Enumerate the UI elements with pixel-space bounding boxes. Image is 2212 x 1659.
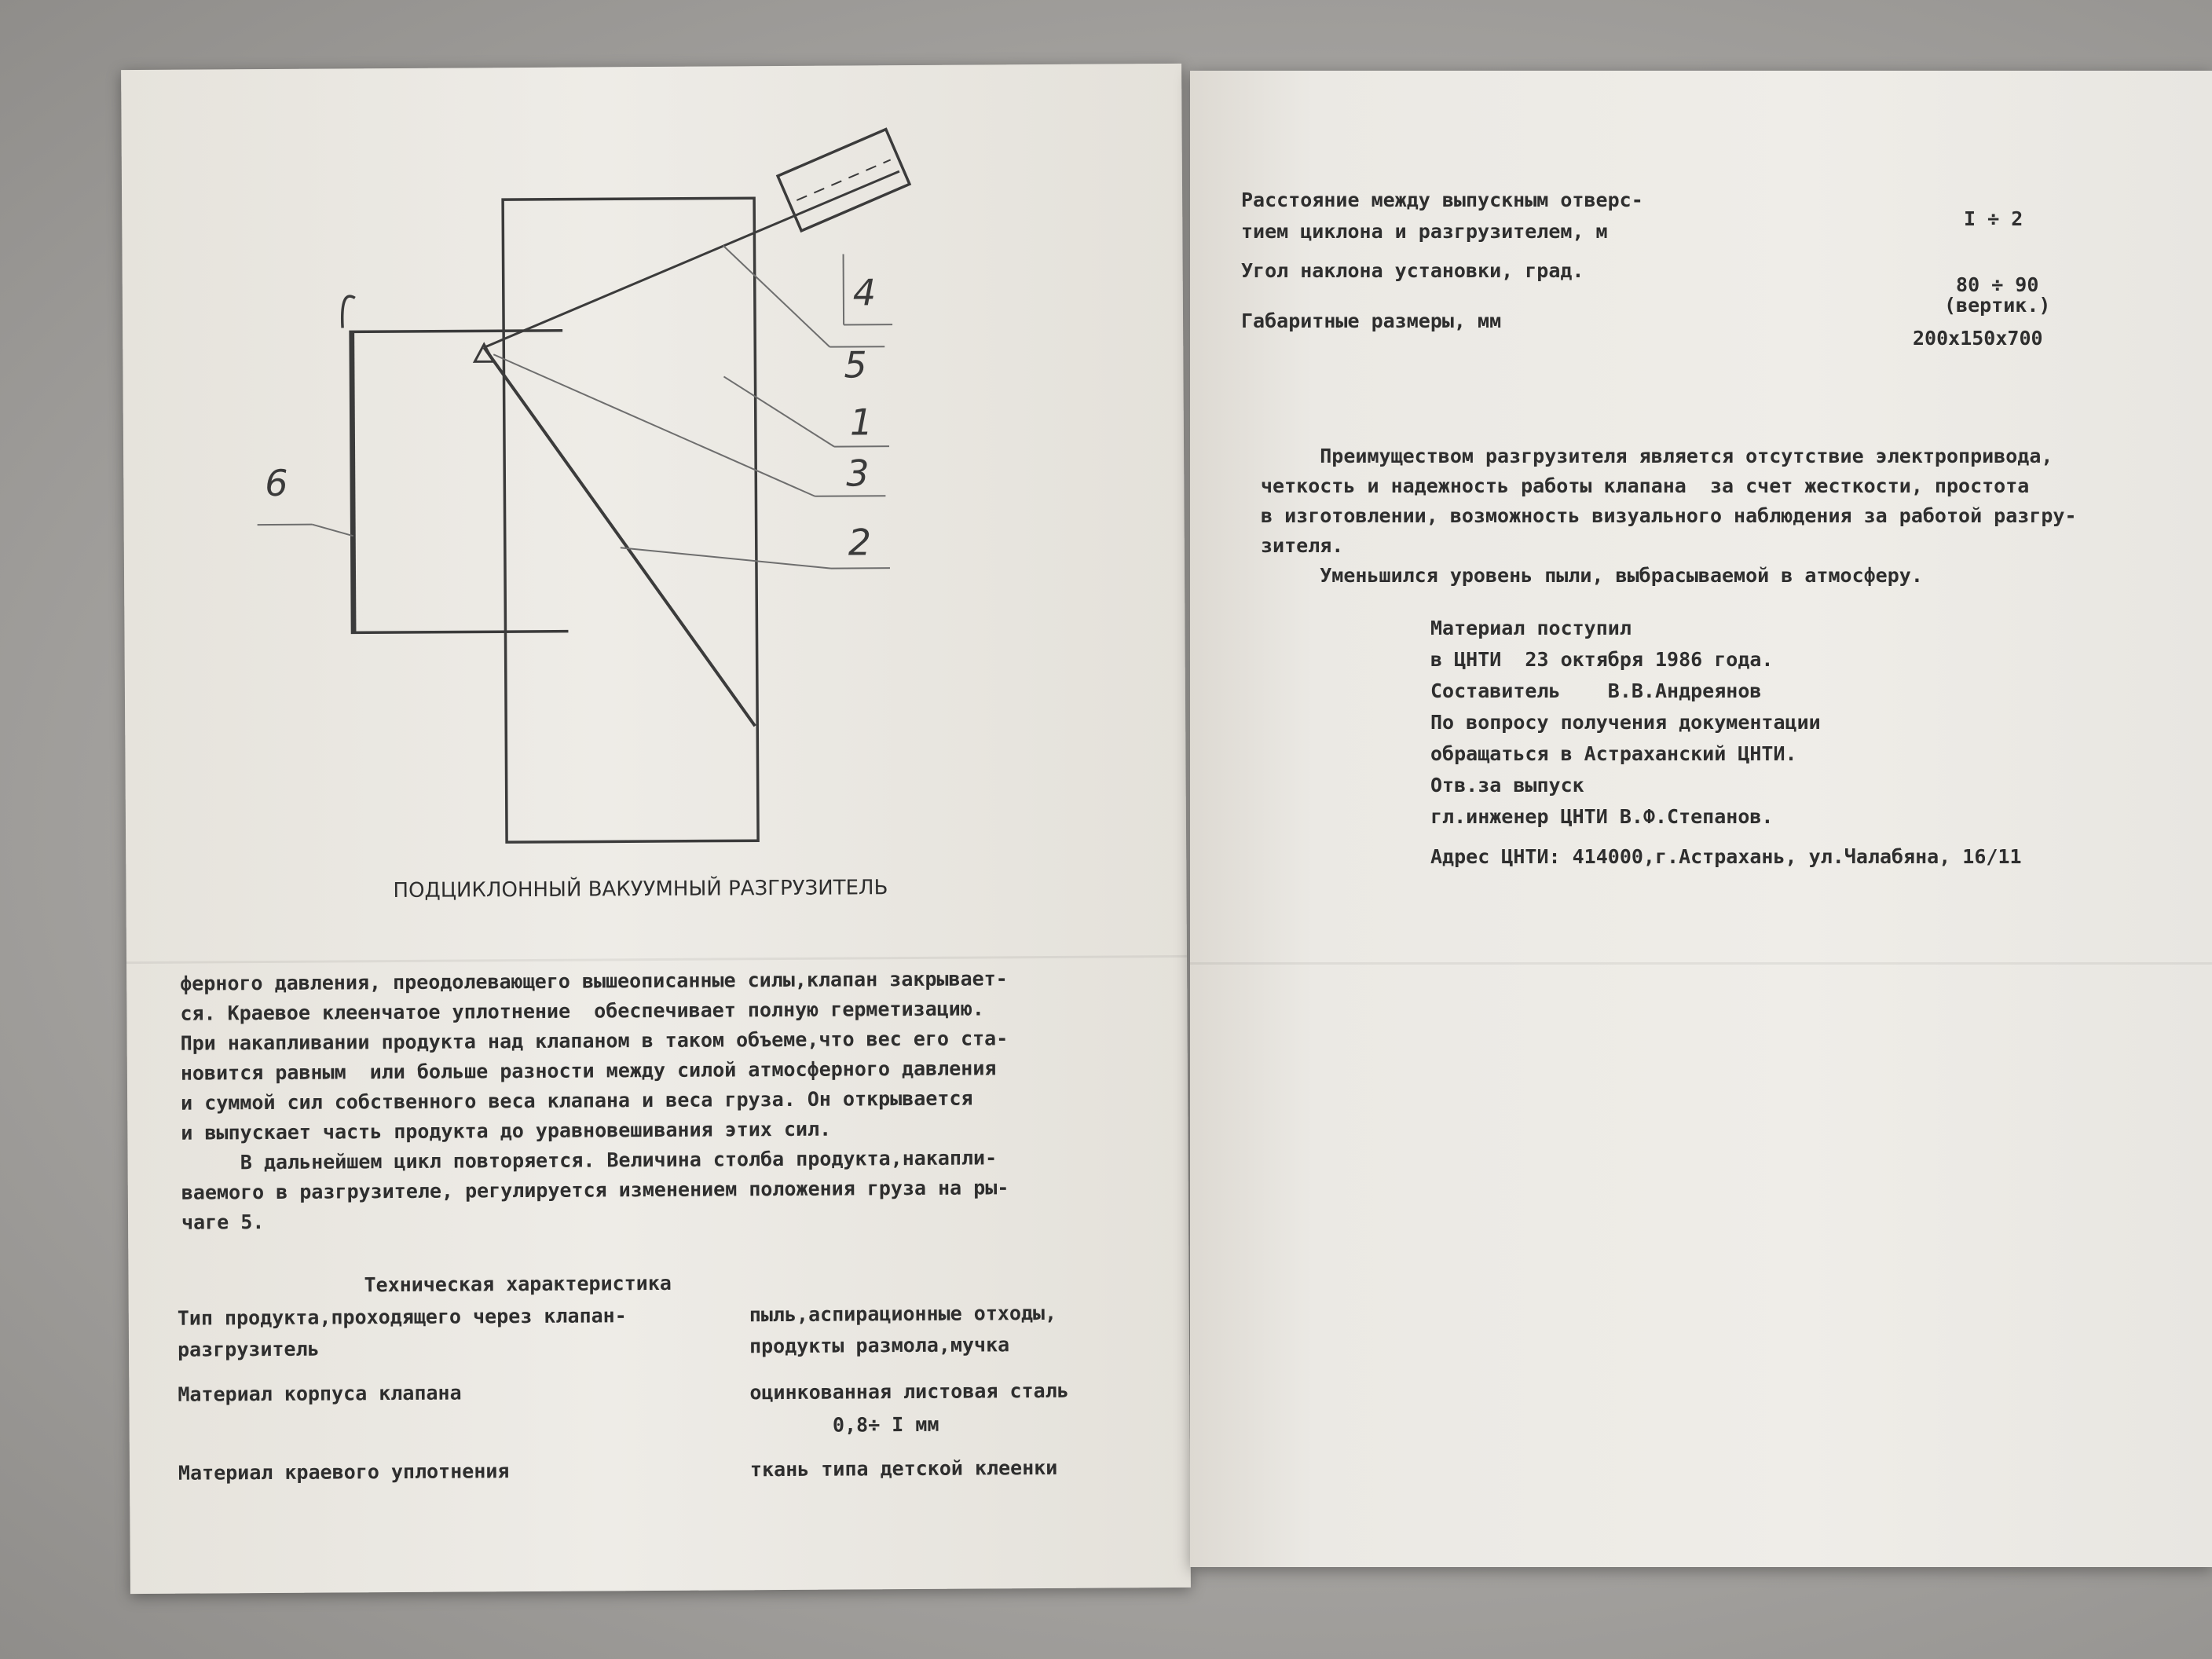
paragraph-line: В дальнейшем цикл повторяется. Величина столба продукта,накапли- — [181, 1146, 998, 1174]
param-name: Угол наклона установки, град. — [1241, 259, 1584, 282]
diagram-caption: ПОДЦИКЛОННЫЙ ВАКУУМНЫЙ РАЗГРУЗИТЕЛЬ — [393, 876, 888, 903]
paragraph-line: чаге 5. — [181, 1210, 265, 1234]
side-wall — [352, 331, 353, 632]
spec-title: Техническая характеристика — [364, 1271, 672, 1297]
spec-row-value: пыль,аспирационные отходы, продукты размола,мучка — [749, 1301, 1057, 1358]
advantages-paragraph — [1261, 441, 2077, 591]
publication-info — [1430, 613, 2022, 872]
paragraph-line: и суммой сил собственного веса клапана и веса груза. Он открывается — [181, 1086, 973, 1115]
paragraph-line: ся. Краевое клеенчатое уплотнение обеспечивает полную герметизацию. — [180, 997, 984, 1025]
param-value: 80 ÷ 90 (вертик.) — [1944, 273, 2051, 317]
side-chamber — [350, 331, 568, 633]
valve-plate — [484, 346, 755, 727]
leader-5 — [723, 245, 830, 348]
leader-1 — [723, 376, 834, 448]
advantage-line: в изготовлении, возможность визуального наблюдения за работой разгру- — [1261, 504, 2077, 527]
paper-fold — [1190, 962, 2212, 965]
left-page — [121, 64, 1191, 1594]
spec-row-value: оцинкованная листовая сталь 0,8÷ I мм — [749, 1379, 1069, 1437]
spec-row-value: ткань типа детской клеенки — [749, 1456, 1058, 1481]
label-6: 6 — [265, 461, 288, 505]
unloader-diagram — [121, 64, 1187, 1013]
info-line: По вопросу получения документации — [1430, 711, 1821, 734]
paragraph-line: новится равным или больше разности между силой атмосферного давления — [180, 1057, 997, 1085]
leader-2 — [621, 547, 831, 570]
param-value: 200x150x700 — [1913, 327, 2043, 350]
label-3: 3 — [846, 452, 870, 495]
label-4: 4 — [852, 271, 877, 314]
label-5: 5 — [844, 343, 867, 386]
advantage-line: Преимуществом разгрузителя является отсутствие электропривода, — [1261, 445, 2053, 467]
label-2: 2 — [848, 521, 872, 564]
spec-row-name: Материал краевого уплотнения — [178, 1459, 510, 1485]
advantage-line: четкость и надежность работы клапана за счет жесткости, простота — [1261, 474, 2030, 497]
param-name: Габаритные размеры, мм — [1241, 309, 1502, 332]
hook — [342, 296, 356, 328]
leader-6 — [313, 524, 353, 536]
param-name: Расстояние между выпускным отверс- тием циклона и разгрузителем, м — [1241, 189, 1643, 243]
paragraph-line: ферного давления, преодолевающего вышеописанные силы,клапан закрывает- — [180, 967, 1008, 995]
info-line: в ЦНТИ 23 октября 1986 года. — [1430, 648, 1774, 671]
info-line: гл.инженер ЦНТИ В.Ф.Степанов. — [1430, 805, 1774, 828]
right-page — [1190, 71, 2212, 1567]
paragraph-line: ваемого в разгрузителе, регулируется изменением положения груза на ры- — [181, 1176, 1009, 1204]
body-paragraph — [180, 964, 1009, 1237]
param-value: I ÷ 2 — [1964, 207, 2023, 230]
info-line: обращаться в Астраханский ЦНТИ. — [1430, 742, 1797, 765]
spec-row-name: Тип продукта,проходящего через клапан- разгрузитель — [177, 1304, 627, 1361]
info-line: Отв.за выпуск — [1430, 774, 1584, 797]
advantage-line: Уменьшился уровень пыли, выбрасываемой в атмосферу. — [1261, 564, 1923, 587]
body-outline — [503, 198, 758, 842]
paragraph-line: и выпускает часть продукта до уравновешивания этих сил. — [181, 1117, 832, 1144]
address: Адрес ЦНТИ: 414000,г.Астрахань, ул.Чалабяна, 16/11 — [1430, 845, 2022, 868]
spec-row-name: Материал корпуса клапана — [178, 1381, 462, 1406]
info-line: Составитель В.В.Андреянов — [1430, 679, 1762, 702]
info-line: Материал поступил — [1430, 617, 1632, 639]
paragraph-line: При накапливании продукта над клапаном в таком объеме,что вес его ста- — [180, 1027, 1009, 1055]
advantage-line: зителя. — [1261, 534, 1344, 557]
label-1: 1 — [849, 401, 873, 444]
